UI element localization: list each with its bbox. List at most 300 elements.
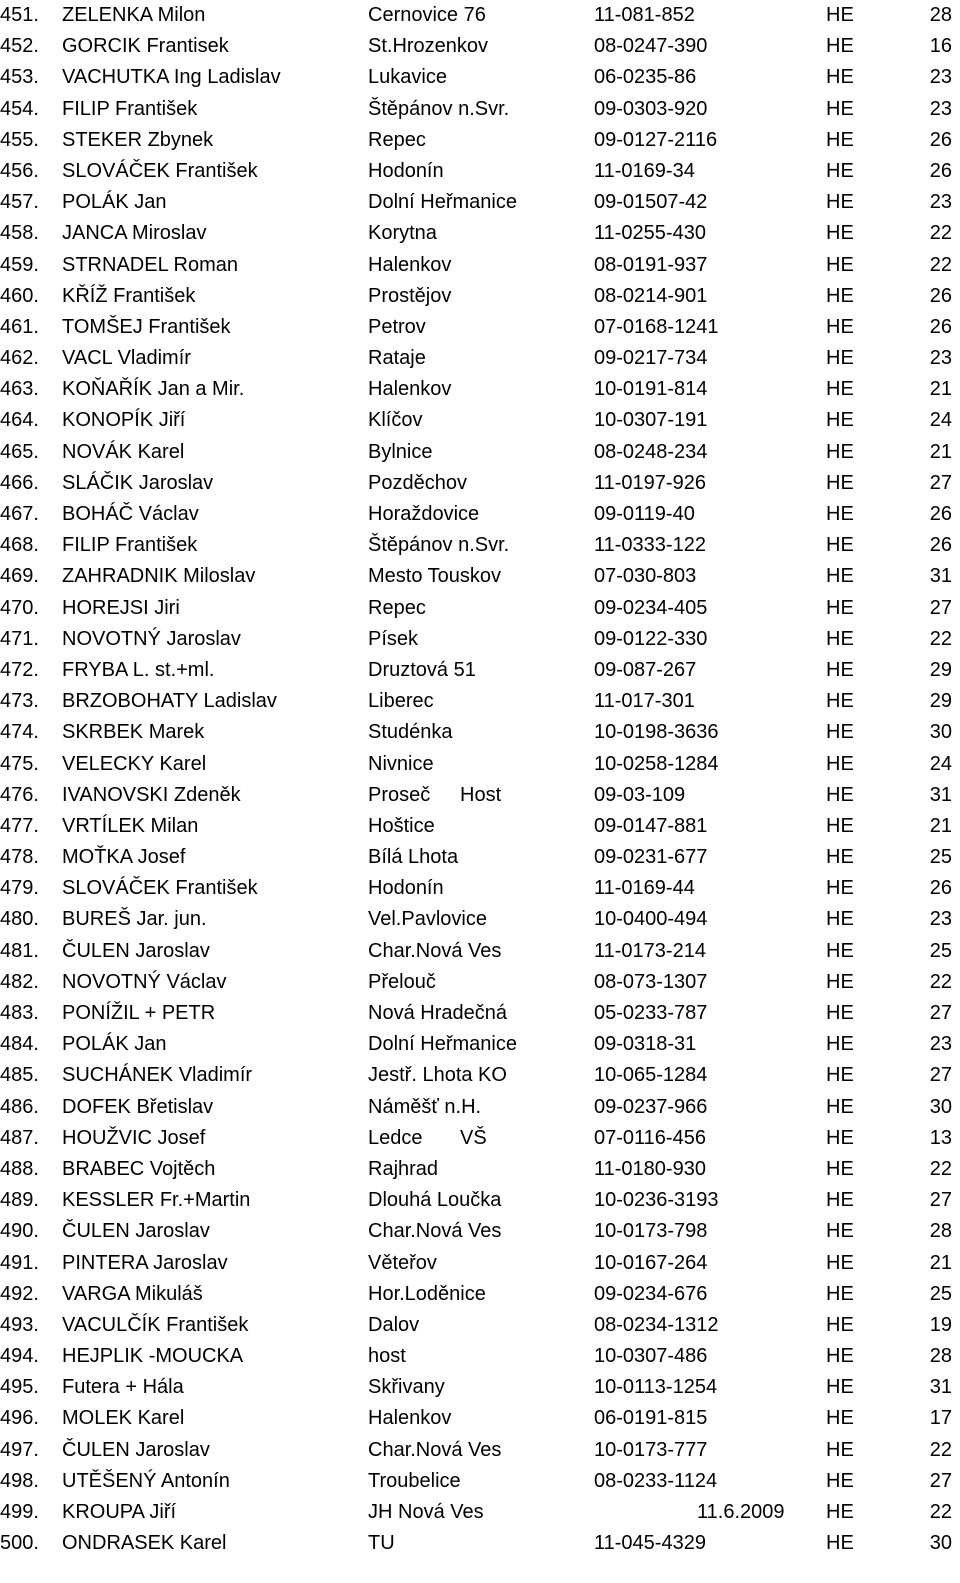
registration-code: 11-0197-926: [594, 471, 706, 494]
competitor-place: Hodonín: [368, 159, 444, 182]
registration-code: 09-0234-405: [594, 596, 708, 619]
row-number: 480.: [0, 908, 39, 931]
competitor-place: Liberec: [368, 690, 434, 713]
score: 21: [929, 1251, 952, 1274]
score: 30: [929, 1095, 952, 1118]
category: HE: [826, 627, 854, 650]
result-row: [0, 593, 960, 624]
result-row: [0, 967, 960, 998]
score: 21: [929, 814, 952, 837]
competitor-name: TOMŠEJ František: [62, 315, 231, 338]
category: HE: [826, 1282, 854, 1305]
result-row: [0, 1528, 960, 1559]
result-row: [0, 1279, 960, 1310]
result-row: [0, 1435, 960, 1466]
result-row: [0, 1372, 960, 1403]
category: HE: [826, 690, 854, 713]
category: HE: [826, 1438, 854, 1461]
competitor-name: VACL Vladimír: [62, 347, 191, 370]
competitor-name: VACULČÍK František: [62, 1313, 249, 1336]
registration-code: 10-0307-191: [594, 409, 708, 432]
competitor-name: SLOVÁČEK František: [62, 159, 258, 182]
row-number: 458.: [0, 222, 39, 245]
score: 26: [929, 315, 952, 338]
competitor-name: JANCA Miroslav: [62, 222, 207, 245]
category: HE: [826, 253, 854, 276]
score: 22: [929, 253, 952, 276]
score: 31: [929, 1376, 952, 1399]
competitor-place: Pozděchov: [368, 471, 467, 494]
score: 28: [929, 1220, 952, 1243]
result-row: [0, 904, 960, 935]
competitor-place: Druztová 51: [368, 658, 476, 681]
registration-code: 09-03-109: [594, 783, 686, 806]
score: 22: [929, 627, 952, 650]
registration-code: 08-0248-234: [594, 440, 708, 463]
row-number: 477.: [0, 814, 39, 837]
competitor-place: Dolní Heřmanice: [368, 191, 517, 214]
score: 13: [929, 1126, 952, 1149]
result-row: [0, 1029, 960, 1060]
competitor-place: Hor.Loděnice: [368, 1282, 486, 1305]
score: 21: [929, 378, 952, 401]
registration-code: 11.6.2009: [697, 1501, 785, 1523]
registration-code: 05-0233-787: [594, 1002, 708, 1024]
registration-code: 09-0122-330: [594, 627, 708, 650]
competitor-place: Hoštice: [368, 814, 435, 837]
registration-code: 10-0400-494: [594, 908, 708, 931]
registration-code: 09-087-267: [594, 658, 697, 681]
score: 23: [929, 1033, 952, 1056]
competitor-place: Nivnice: [368, 752, 434, 775]
competitor-place: Klíčov: [368, 409, 423, 432]
category: HE: [826, 284, 854, 307]
row-number: 465.: [0, 440, 39, 463]
registration-code: 09-0217-734: [594, 347, 708, 370]
competitor-place: Studénka: [368, 721, 453, 744]
competitor-place: Skřivany: [368, 1376, 445, 1399]
result-row: [0, 62, 960, 93]
result-row: [0, 998, 960, 1029]
row-number: 494.: [0, 1345, 39, 1368]
score: 29: [929, 658, 952, 681]
competitor-place: Char.Nová Ves: [368, 939, 502, 962]
category: HE: [826, 315, 854, 338]
competitor-place: Repec: [368, 128, 426, 151]
row-number: 478.: [0, 846, 39, 869]
category: HE: [826, 35, 854, 58]
result-row: [0, 1248, 960, 1279]
competitor-place: Repec: [368, 596, 426, 619]
category: HE: [826, 97, 854, 120]
result-row: [0, 1060, 960, 1091]
result-row: [0, 936, 960, 967]
result-row: [0, 717, 960, 748]
row-number: 486.: [0, 1095, 39, 1118]
result-row: [0, 811, 960, 842]
competitor-name: IVANOVSKI Zdeněk: [62, 783, 241, 806]
competitor-name: HEJPLIK -MOUCKA: [62, 1345, 244, 1368]
competitor-name: ONDRASEK Karel: [62, 1532, 227, 1555]
score: 22: [929, 1157, 952, 1180]
result-row: [0, 437, 960, 468]
category: HE: [826, 409, 854, 432]
competitor-name: NOVOTNÝ Jaroslav: [62, 627, 241, 650]
row-number: 462.: [0, 347, 39, 370]
competitor-place: Bylnice: [368, 440, 433, 463]
competitor-name: FRYBA L. st.+ml.: [62, 658, 215, 681]
registration-code: 08-0191-937: [594, 253, 708, 276]
result-row: [0, 655, 960, 686]
row-number: 457.: [0, 191, 39, 214]
registration-code: 10-065-1284: [594, 1064, 708, 1087]
competitor-name: SLÁČIK Jaroslav: [62, 471, 214, 494]
category: HE: [826, 1064, 854, 1087]
score: 30: [929, 1532, 952, 1555]
result-row: [0, 0, 960, 31]
competitor-place: Ledce: [368, 1126, 423, 1149]
category: HE: [826, 222, 854, 245]
result-row: [0, 686, 960, 717]
row-number: 461.: [0, 315, 39, 338]
competitor-place: St.Hrozenkov: [368, 35, 489, 58]
category: HE: [826, 1002, 854, 1024]
score: 23: [929, 66, 952, 89]
competitor-name: POLÁK Jan: [62, 1033, 167, 1056]
category: HE: [826, 1220, 854, 1243]
competitor-name: ČULEN Jaroslav: [62, 1220, 210, 1243]
competitor-name: SKRBEK Marek: [62, 721, 205, 744]
category: HE: [826, 970, 854, 993]
category: HE: [826, 1532, 854, 1555]
competitor-place: Písek: [368, 627, 419, 650]
competitor-name: PINTERA Jaroslav: [62, 1251, 228, 1274]
competitor-place: Cernovice 76: [368, 4, 486, 26]
score: 27: [929, 1469, 952, 1492]
registration-code: 10-0113-1254: [594, 1376, 718, 1399]
competitor-place: Char.Nová Ves: [368, 1220, 502, 1243]
competitor-name: NOVOTNÝ Václav: [62, 970, 227, 993]
row-number: 459.: [0, 253, 39, 276]
result-row: [0, 1185, 960, 1216]
competitor-name: PONÍŽIL + PETR: [62, 1002, 216, 1024]
row-number: 481.: [0, 939, 39, 962]
registration-code: 07-0116-456: [594, 1126, 706, 1149]
registration-code: 11-017-301: [594, 690, 695, 713]
competitor-place: Jestř. Lhota KO: [368, 1064, 507, 1087]
competitor-place: Lukavice: [368, 66, 447, 89]
competitor-place: Přelouč: [368, 970, 436, 993]
row-number: 488.: [0, 1157, 39, 1180]
competitor-place: Hodonín: [368, 877, 444, 900]
competitor-name: KOŇAŘÍK Jan a Mir.: [62, 378, 245, 401]
score: 22: [929, 1438, 952, 1461]
score: 24: [929, 752, 952, 775]
competitor-name: Futera + Hála: [62, 1376, 184, 1399]
competitor-name: BRZOBOHATY Ladislav: [62, 690, 277, 713]
result-row: [0, 749, 960, 780]
score: 26: [929, 284, 952, 307]
competitor-name: GORCIK Frantisek: [62, 35, 229, 58]
competitor-place: Korytna: [368, 222, 437, 245]
registration-code: 09-0303-920: [594, 97, 708, 120]
row-number: 479.: [0, 877, 39, 900]
registration-code: 08-073-1307: [594, 970, 708, 993]
competitor-place: host: [368, 1345, 406, 1368]
row-number: 468.: [0, 534, 39, 557]
competitor-place: Troubelice: [368, 1469, 461, 1492]
score: 26: [929, 128, 952, 151]
row-number: 470.: [0, 596, 39, 619]
row-number: 455.: [0, 128, 39, 151]
category: HE: [826, 814, 854, 837]
score: 19: [929, 1313, 952, 1336]
result-row: [0, 1216, 960, 1247]
row-number: 497.: [0, 1438, 39, 1461]
competitor-place: Rajhrad: [368, 1157, 439, 1180]
registration-code: 11-0173-214: [594, 939, 706, 962]
competitor-name: KŘÍŽ František: [62, 284, 196, 307]
category: HE: [826, 1345, 854, 1368]
row-number: 490.: [0, 1220, 39, 1243]
competitor-place: Proseč: [368, 783, 431, 806]
category: HE: [826, 721, 854, 744]
competitor-place: Věteřov: [368, 1251, 437, 1274]
competitor-name: SUCHÁNEK Vladimír: [62, 1064, 253, 1087]
registration-code: 10-0258-1284: [594, 752, 719, 775]
result-row: [0, 624, 960, 655]
registration-code: 07-0168-1241: [594, 315, 719, 338]
category: HE: [826, 347, 854, 370]
result-row: [0, 780, 960, 811]
category: HE: [826, 378, 854, 401]
competitor-place: Bílá Lhota: [368, 846, 459, 869]
competitor-name: BRABEC Vojtěch: [62, 1157, 216, 1180]
competitor-place: TU: [368, 1532, 395, 1555]
competitor-name: ZELENKA Milon: [62, 4, 206, 26]
competitor-place: Halenkov: [368, 1407, 452, 1430]
competitor-name: ČULEN Jaroslav: [62, 1438, 210, 1461]
row-number: 456.: [0, 159, 39, 182]
row-number: 476.: [0, 783, 39, 806]
competitor-name: VRTÍLEK Milan: [62, 814, 199, 837]
competitor-place: Dolní Heřmanice: [368, 1033, 517, 1056]
row-number: 469.: [0, 565, 39, 588]
competitor-name: SLOVÁČEK František: [62, 877, 258, 900]
registration-code: 06-0191-815: [594, 1407, 708, 1430]
score: 28: [929, 4, 952, 26]
result-row: [0, 530, 960, 561]
result-row: [0, 1466, 960, 1497]
category: HE: [826, 565, 854, 588]
registration-code: 09-0237-966: [594, 1095, 708, 1118]
score: 22: [929, 1501, 952, 1523]
result-row: [0, 1123, 960, 1154]
category: HE: [826, 534, 854, 557]
competitor-name: FILIP František: [62, 97, 198, 120]
category: HE: [826, 1126, 854, 1149]
score: 23: [929, 347, 952, 370]
row-number: 484.: [0, 1033, 39, 1056]
row-number: 452.: [0, 35, 39, 58]
competitor-place: Náměšť n.H.: [368, 1095, 482, 1118]
competitor-place: JH Nová Ves: [368, 1501, 484, 1523]
score: 23: [929, 97, 952, 120]
score: 22: [929, 970, 952, 993]
score: 27: [929, 1002, 952, 1024]
row-number: 473.: [0, 690, 39, 713]
category: HE: [826, 66, 854, 89]
competitor-name: NOVÁK Karel: [62, 440, 185, 463]
category: HE: [826, 159, 854, 182]
competitor-name: HOREJSI Jiri: [62, 596, 180, 619]
registration-code: 08-0247-390: [594, 35, 708, 58]
competitor-place: Rataje: [368, 347, 426, 370]
competitor-name: KROUPA Jiří: [62, 1501, 177, 1523]
score: 25: [929, 1282, 952, 1305]
competitor-name: UTĚŠENÝ Antonín: [62, 1469, 230, 1492]
result-row: [0, 187, 960, 218]
result-row: [0, 218, 960, 249]
row-number: 485.: [0, 1064, 39, 1087]
competitor-name: VACHUTKA Ing Ladislav: [62, 66, 281, 89]
category: HE: [826, 783, 854, 806]
registration-code: 09-0147-881: [594, 814, 708, 837]
score: 30: [929, 721, 952, 744]
registration-code: 09-0234-676: [594, 1282, 708, 1305]
row-number: 453.: [0, 66, 39, 89]
registration-code: 10-0307-486: [594, 1345, 708, 1368]
result-row: [0, 873, 960, 904]
result-row: [0, 1497, 960, 1528]
registration-code: 11-0169-44: [594, 877, 695, 900]
competitor-name: VARGA Mikuláš: [62, 1282, 203, 1305]
category: HE: [826, 1189, 854, 1212]
registration-code: 09-0119-40: [594, 503, 695, 525]
score: 27: [929, 596, 952, 619]
row-number: 467.: [0, 503, 39, 525]
competitor-place: Vel.Pavlovice: [368, 908, 487, 931]
competitor-place: Dalov: [368, 1313, 420, 1336]
competitor-name: BUREŠ Jar. jun.: [62, 908, 207, 931]
registration-code: 11-0169-34: [594, 159, 695, 182]
category: HE: [826, 1407, 854, 1430]
category: HE: [826, 1033, 854, 1056]
category: HE: [826, 191, 854, 214]
competitor-place: Petrov: [368, 315, 426, 338]
result-row: [0, 1092, 960, 1123]
score: 31: [929, 565, 952, 588]
row-number: 487.: [0, 1126, 39, 1149]
result-row: [0, 31, 960, 62]
row-number: 495.: [0, 1376, 39, 1399]
category: HE: [826, 1469, 854, 1492]
result-row: [0, 1341, 960, 1372]
competitor-place: Prostějov: [368, 284, 452, 307]
result-row: [0, 405, 960, 436]
registration-code: 11-0333-122: [594, 534, 706, 557]
row-number: 492.: [0, 1282, 39, 1305]
registration-code: 08-0214-901: [594, 284, 708, 307]
competitor-name: STEKER Zbynek: [62, 128, 214, 151]
competitor-place: Mesto Touskov: [368, 565, 502, 588]
category: HE: [826, 1313, 854, 1336]
registration-code: 10-0236-3193: [594, 1189, 719, 1212]
competitor-name: MOŤKA Josef: [62, 846, 186, 869]
category: HE: [826, 1095, 854, 1118]
competitor-place: Char.Nová Ves: [368, 1438, 502, 1461]
competitor-name: DOFEK Břetislav: [62, 1095, 214, 1118]
category: HE: [826, 1501, 854, 1523]
row-number: 474.: [0, 721, 39, 744]
row-number: 483.: [0, 1002, 39, 1024]
result-row: [0, 561, 960, 592]
competitor-name: ZAHRADNIK Miloslav: [62, 565, 256, 588]
registration-code: 10-0167-264: [594, 1251, 708, 1274]
row-number: 498.: [0, 1469, 39, 1492]
registration-code: 11-081-852: [594, 4, 695, 26]
registration-code: 10-0173-777: [594, 1438, 708, 1461]
result-row: [0, 125, 960, 156]
category: HE: [826, 596, 854, 619]
competitor-name: HOUŽVIC Josef: [62, 1126, 206, 1149]
score: 27: [929, 1064, 952, 1087]
competitor-name: MOLEK Karel: [62, 1407, 185, 1430]
score: 26: [929, 503, 952, 525]
category: HE: [826, 503, 854, 525]
score: 27: [929, 1189, 952, 1212]
competitor-place: Horaždovice: [368, 503, 480, 525]
score: 26: [929, 534, 952, 557]
row-number: 471.: [0, 627, 39, 650]
competitor-place: Halenkov: [368, 253, 452, 276]
row-number: 475.: [0, 752, 39, 775]
competitor-place: Halenkov: [368, 378, 452, 401]
result-row: [0, 1403, 960, 1434]
category: HE: [826, 4, 854, 26]
row-number: 500.: [0, 1532, 39, 1555]
score: 29: [929, 690, 952, 713]
category: HE: [826, 440, 854, 463]
row-number: 489.: [0, 1189, 39, 1212]
score: 25: [929, 846, 952, 869]
result-row: [0, 281, 960, 312]
score: 23: [929, 908, 952, 931]
registration-code: 10-0173-798: [594, 1220, 708, 1243]
competitor-place: Dlouhá Loučka: [368, 1189, 502, 1212]
category: HE: [826, 908, 854, 931]
registration-code: 06-0235-86: [594, 66, 697, 89]
score: 28: [929, 1345, 952, 1368]
result-row: [0, 374, 960, 405]
registration-code: 10-0198-3636: [594, 721, 719, 744]
registration-code: 09-01507-42: [594, 191, 708, 214]
row-number: 451.: [0, 4, 39, 26]
result-row: [0, 312, 960, 343]
competitor-name: ČULEN Jaroslav: [62, 939, 210, 962]
category: HE: [826, 877, 854, 900]
category: HE: [826, 1251, 854, 1274]
row-number: 460.: [0, 284, 39, 307]
result-row: [0, 250, 960, 281]
score: 25: [929, 939, 952, 962]
category: HE: [826, 658, 854, 681]
result-row: [0, 1310, 960, 1341]
registration-code: 11-0255-430: [594, 222, 706, 245]
score: 21: [929, 440, 952, 463]
row-number: 463.: [0, 378, 39, 401]
row-number: 464.: [0, 409, 39, 432]
